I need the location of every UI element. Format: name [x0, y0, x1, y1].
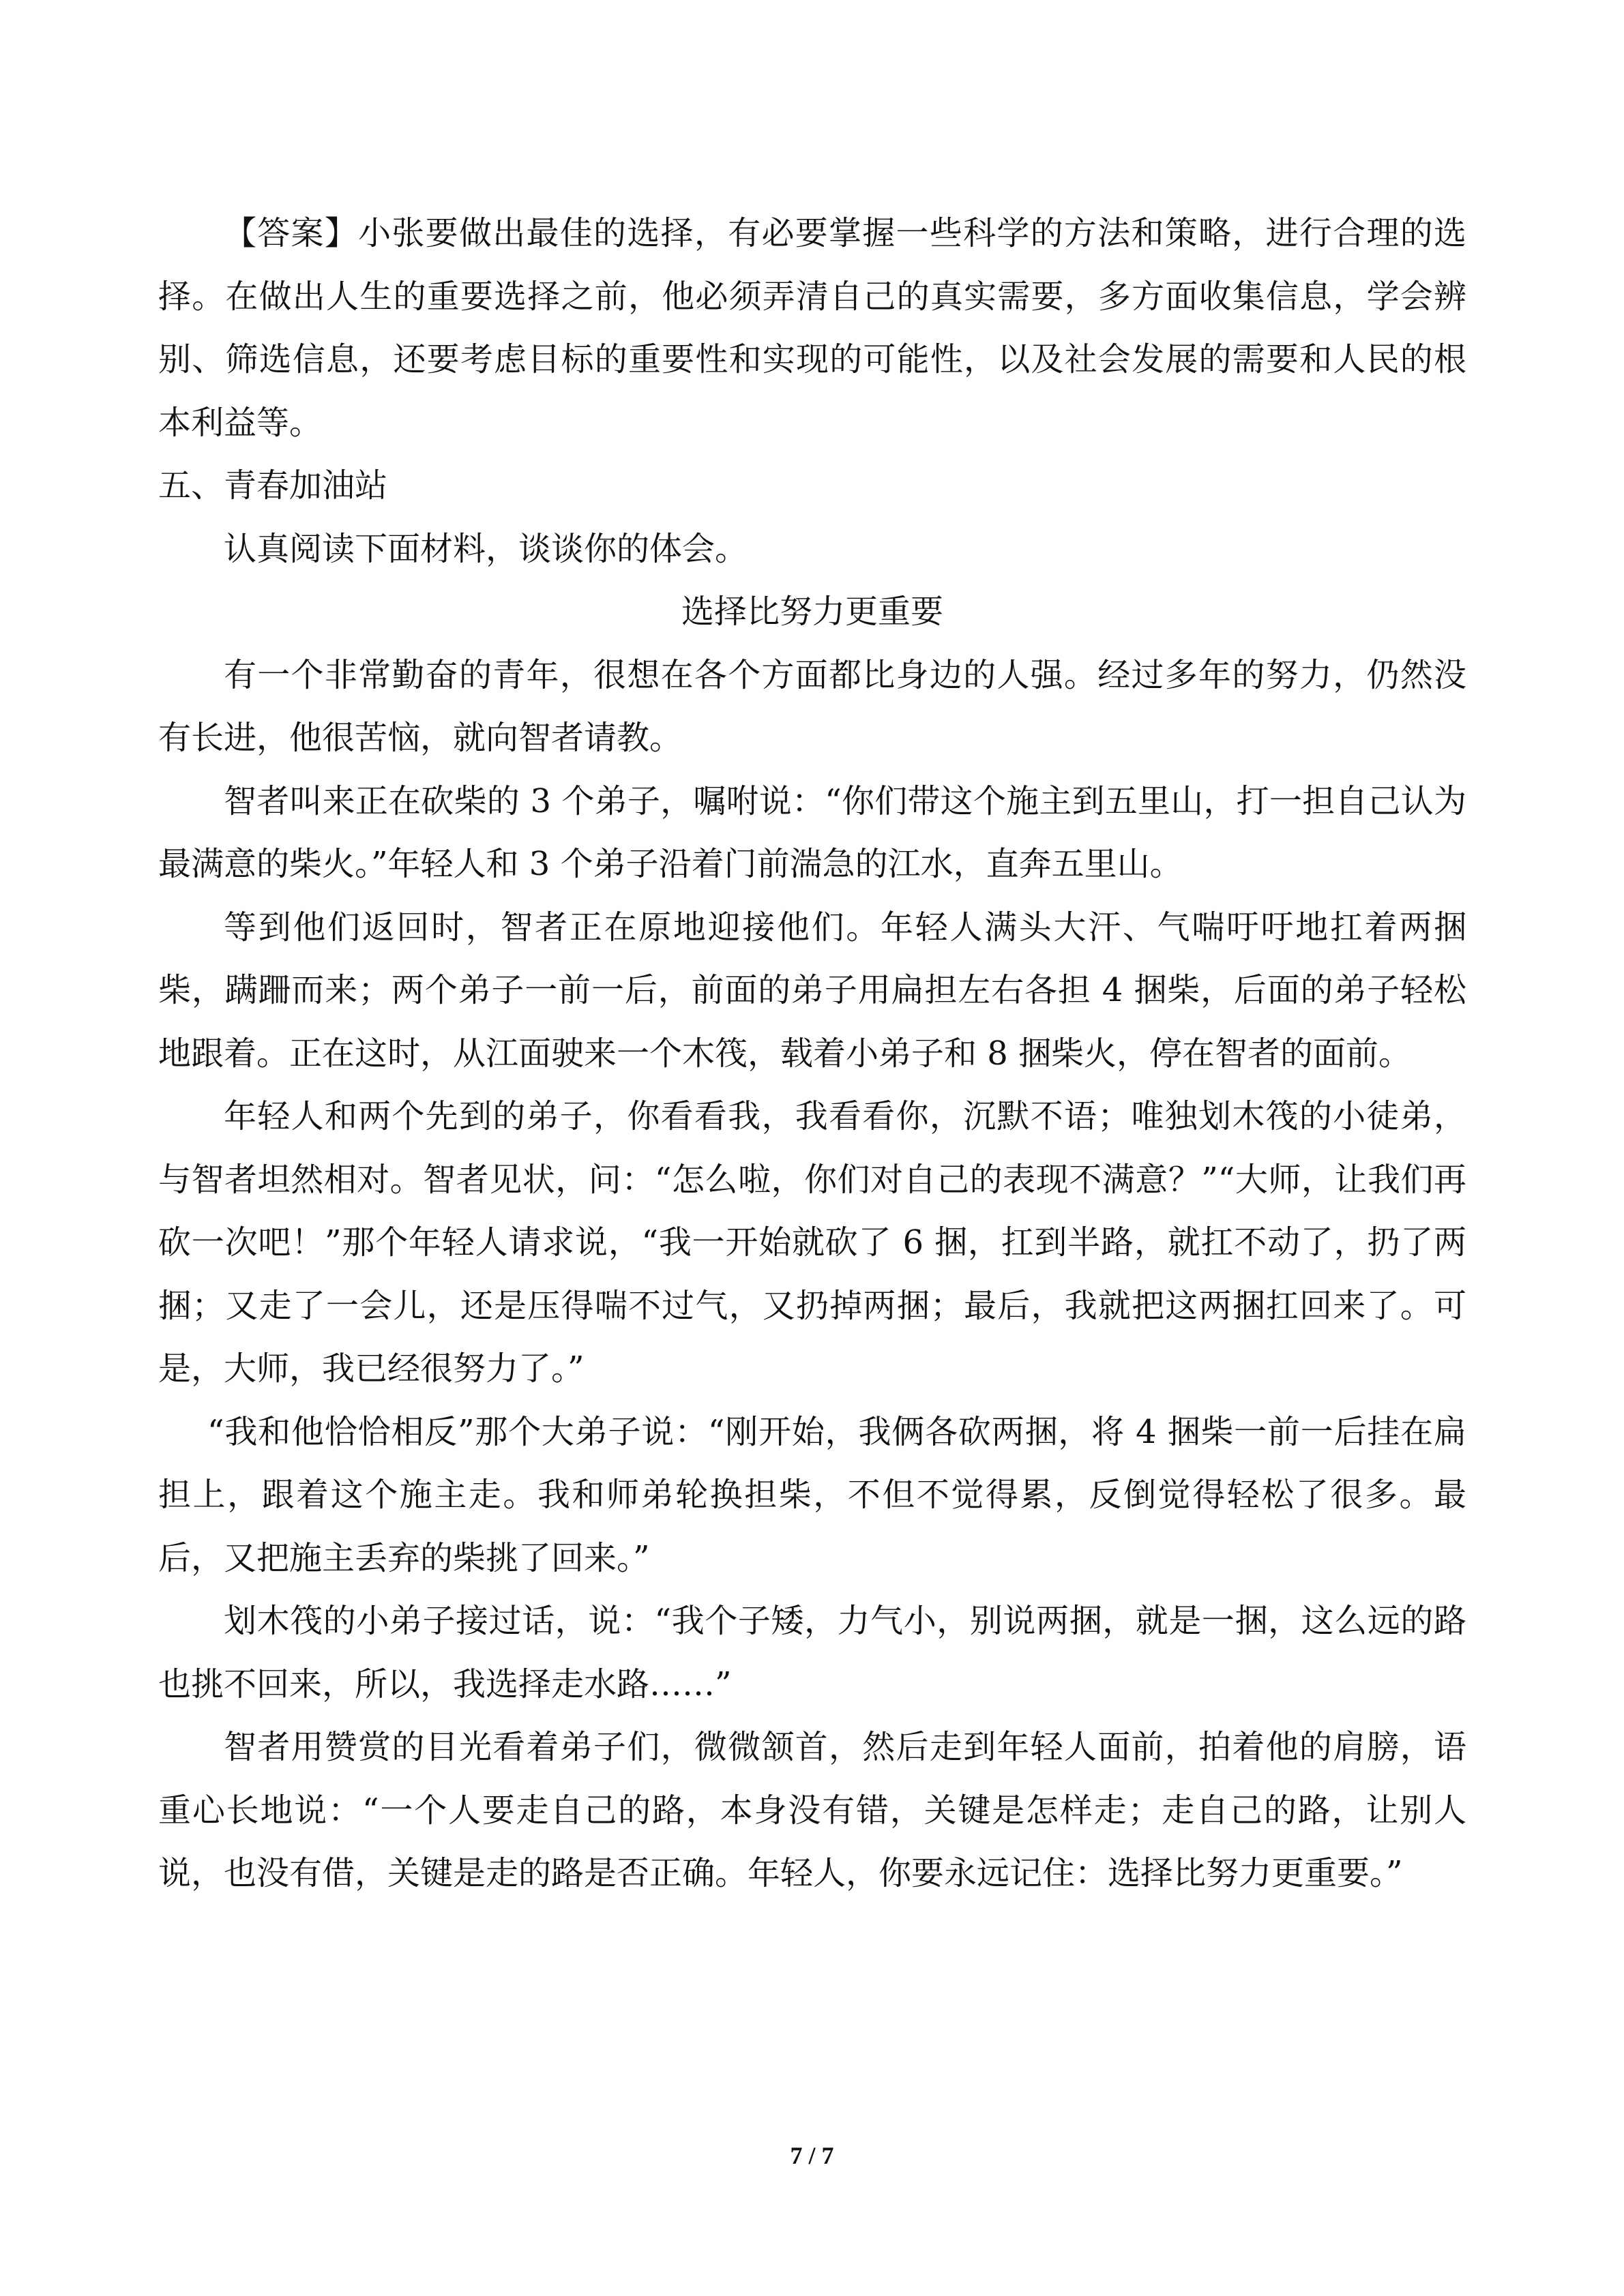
story-paragraph: “我和他恰恰相反”那个大弟子说：“刚开始，我俩各砍两捆，将 4 捆柴一前一后挂在扁担上，跟着这个施主走。我和师弟轮换担柴，不但不觉得累，反倒觉得轻松了很多。最后，又把施主丢弃的柴挑了回来。” [158, 1412, 1466, 1577]
story-paragraph: 智者叫来正在砍柴的 3 个弟子，嘱咐说：“你们带这个施主到五里山，打一担自己认为最满意的柴火。”年轻人和 3 个弟子沿着门前湍急的江水，直奔五里山。 [158, 781, 1466, 883]
story-paragraph: 等到他们返回时，智者正在原地迎接他们。年轻人满头大汗、气喘吁吁地扛着两捆柴，蹒跚而来；两个弟子一前一后，前面的弟子用扁担左右各担 4 捆柴，后面的弟子轻松地跟着。正在这时，从江面驶来一个木筏，载着小弟子和 8 捆柴火，停在智者的面前。 [158, 908, 1466, 1073]
instruction-text: 认真阅读下面材料，谈谈你的体会。 [224, 529, 748, 568]
story-paragraph: 有一个非常勤奋的青年，很想在各个方面都比身边的人强。经过多年的努力，仍然没有长进，他很苦恼，就向智者请教。 [158, 655, 1466, 757]
section-heading: 五、青春加油站 [158, 466, 388, 505]
page-number: 7 / 7 [790, 2142, 834, 2169]
story-paragraph: 年轻人和两个先到的弟子，你看看我，我看看你，沉默不语；唯独划木筏的小徒弟，与智者坦然相对。智者见状，问：“怎么啦，你们对自己的表现不满意？”“大师，让我们再砍一次吧！”那个年轻人请求说，“我一开始就砍了 6 捆，扛到半路，就扛不动了，扔了两捆；又走了一会儿，还是压得喘不过气，又扔掉两捆；最后，我就把这两捆扛回来了。可是，大师，我已经很努力了。” [158, 1097, 1466, 1388]
document-body [158, 202, 1466, 1905]
story-paragraph: 划木筏的小弟子接过话，说：“我个子矮，力气小，别说两捆，就是一捆，这么远的路也挑不回来，所以，我选择走水路……” [158, 1602, 1466, 1703]
story-title: 选择比努力更重要 [681, 593, 943, 631]
answer-paragraph: 【答案】小张要做出最佳的选择，有必要掌握一些科学的方法和策略，进行合理的选择。在做出人生的重要选择之前，他必须弄清自己的真实需要，多方面收集信息，学会辨别、筛选信息，还要考虑目标的重要性和实现的可能性，以及社会发展的需要和人民的根本利益等。 [158, 214, 1466, 442]
story-paragraph: 智者用赞赏的目光看着弟子们，微微颔首，然后走到年轻人面前，拍着他的肩膀，语重心长地说：“一个人要走自己的路，本身没有错，关键是怎样走；走自己的路，让别人说，也没有借，关键是走的路是否正确。年轻人，你要永远记住：选择比努力更重要。” [158, 1728, 1466, 1892]
